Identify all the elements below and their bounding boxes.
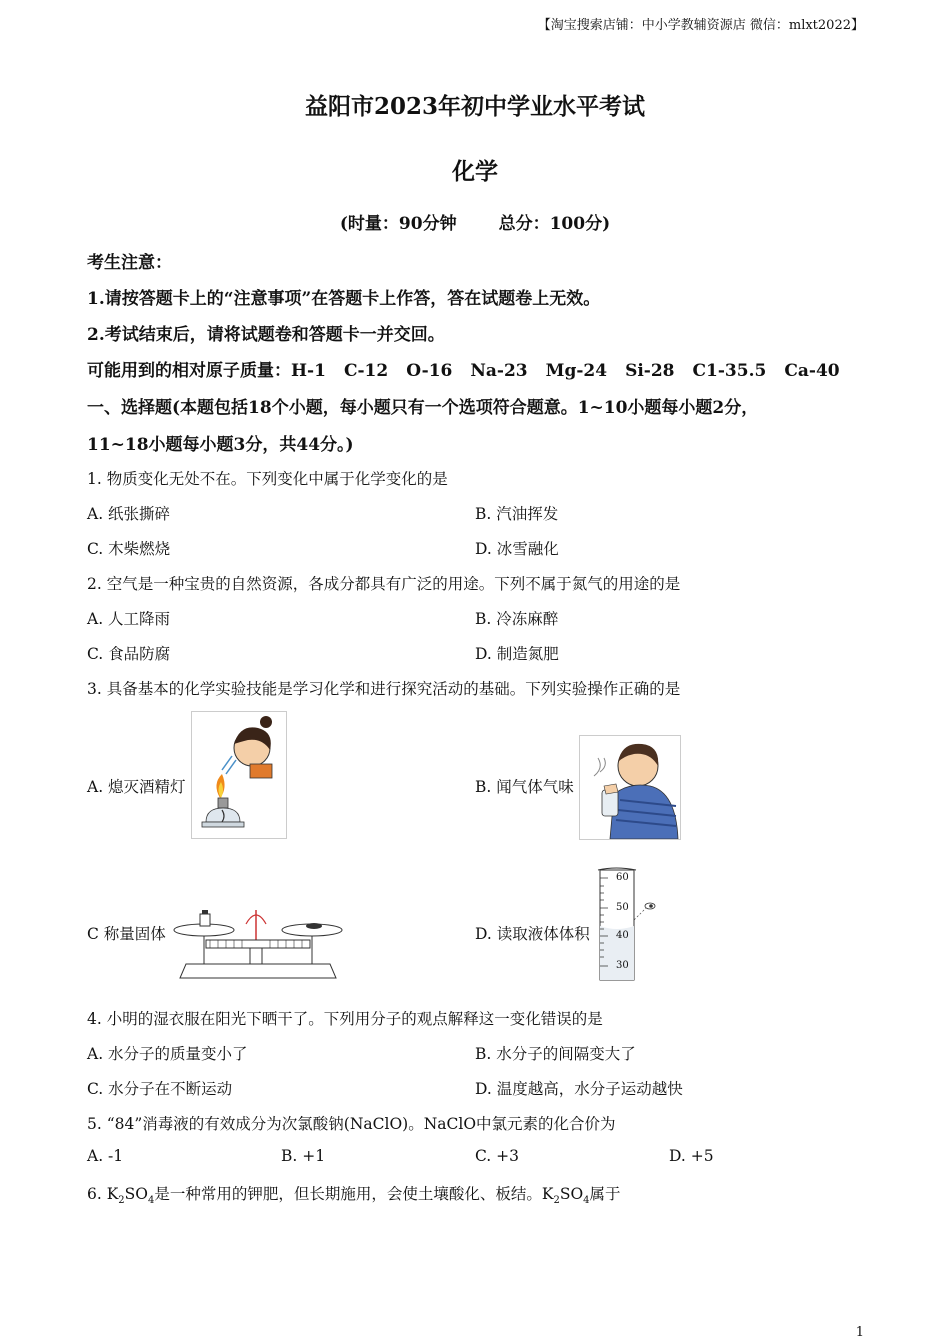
cylinder-tick-30: 30 xyxy=(616,960,629,971)
mass-c: C-12 xyxy=(343,361,389,381)
mass-si: Si-28 xyxy=(625,361,675,381)
q5-stem: 5. “84”消毒液的有效成分为次氯酸钠(NaClO)。NaClO中氯元素的化合价为 xyxy=(87,1115,616,1133)
balance-figure xyxy=(172,902,344,982)
graduated-cylinder-figure xyxy=(594,866,658,984)
mass-mg: Mg-24 xyxy=(545,361,608,381)
q2-option-c: C. 食品防腐 xyxy=(87,645,171,663)
q3-option-b: B. 闻气体气味 xyxy=(475,778,574,796)
exam-title: 益阳市2023年初中学业水平考试 xyxy=(304,93,645,120)
q3-stem: 3. 具备基本的化学实验技能是学习化学和进行探究活动的基础。下列实验操作正确的是 xyxy=(87,680,681,698)
section1-line1: 一、选择题(本题包括18个小题，每小题只有一个选项符合题意。1~10小题每小题2分， xyxy=(87,398,759,418)
mass-cl: C1-35.5 xyxy=(692,361,767,381)
q4-option-c: C. 水分子在不断运动 xyxy=(87,1080,233,1098)
q5-option-c: C. +3 xyxy=(475,1147,520,1165)
q2-stem: 2. 空气是一种宝贵的自然资源，各成分都具有广泛的用途。下列不属于氮气的用途的是 xyxy=(87,575,681,593)
header-note: 【淘宝搜索店铺：中小学教辅资源店 微信：mlxt2022】 xyxy=(537,18,864,33)
mass-na: Na-23 xyxy=(470,361,528,381)
score-info: 总分：100分) xyxy=(498,214,611,234)
q6-stem: 6. $K_2SO_4$是一种常用的钾肥，但长期施用，会使土壤酸化、板结。$K_2SO_4$属于 xyxy=(87,1185,621,1207)
q1-option-a: A. 纸张撕碎 xyxy=(87,505,171,523)
q4-option-b: B. 水分子的间隔变大了 xyxy=(475,1045,636,1063)
cylinder-tick-40: 40 xyxy=(616,930,629,941)
q2-option-d: D. 制造氮肥 xyxy=(475,645,559,663)
blow-out-lamp-figure xyxy=(191,711,287,839)
masses-label: 可能用到的相对原子质量：H-1 xyxy=(87,361,326,381)
q1-option-c: C. 木柴燃烧 xyxy=(87,540,171,558)
q2-option-a: A. 人工降雨 xyxy=(87,610,171,628)
q1-option-d: D. 冰雪融化 xyxy=(475,540,559,558)
q3-option-a: A. 熄灭酒精灯 xyxy=(87,778,186,796)
q3-option-c: C 称量固体 xyxy=(87,925,166,943)
q4-option-d: D. 温度越高，水分子运动越快 xyxy=(475,1080,683,1098)
q4-stem: 4. 小明的湿衣服在阳光下晒干了。下列用分子的观点解释这一变化错误的是 xyxy=(87,1010,603,1028)
q1-option-b: B. 汽油挥发 xyxy=(475,505,559,523)
notice-2: 2.考试结束后，请将试题卷和答题卡一并交回。 xyxy=(87,325,445,345)
q3-option-d: D. 读取液体体积 xyxy=(475,925,590,943)
mass-ca: Ca-40 xyxy=(784,361,840,381)
atomic-masses xyxy=(87,356,840,381)
q5-option-b: B. +1 xyxy=(281,1147,326,1165)
time-info: (时量：90分钟 xyxy=(339,214,457,234)
q5-option-a: A. -1 xyxy=(87,1147,124,1165)
q2-option-b: B. 冷冻麻醉 xyxy=(475,610,559,628)
mass-o: O-16 xyxy=(406,361,453,381)
notice-1: 1.请按答题卡上的“注意事项”在答题卡上作答，答在试题卷上无效。 xyxy=(87,289,601,309)
time-score-line xyxy=(0,209,950,234)
q4-option-a: A. 水分子的质量变小了 xyxy=(87,1045,248,1063)
subject-title: 化学 xyxy=(452,158,498,185)
notice-heading: 考生注意： xyxy=(87,253,172,273)
q1-stem: 1. 物质变化无处不在。下列变化中属于化学变化的是 xyxy=(87,470,448,488)
smell-gas-figure xyxy=(579,735,681,840)
cylinder-tick-50: 50 xyxy=(616,902,629,913)
page-number: 1 xyxy=(855,1325,864,1340)
section1-line2: 11~18小题每小题3分，共44分。) xyxy=(87,435,354,455)
cylinder-tick-60: 60 xyxy=(616,872,629,883)
q5-option-d: D. +5 xyxy=(669,1147,714,1165)
